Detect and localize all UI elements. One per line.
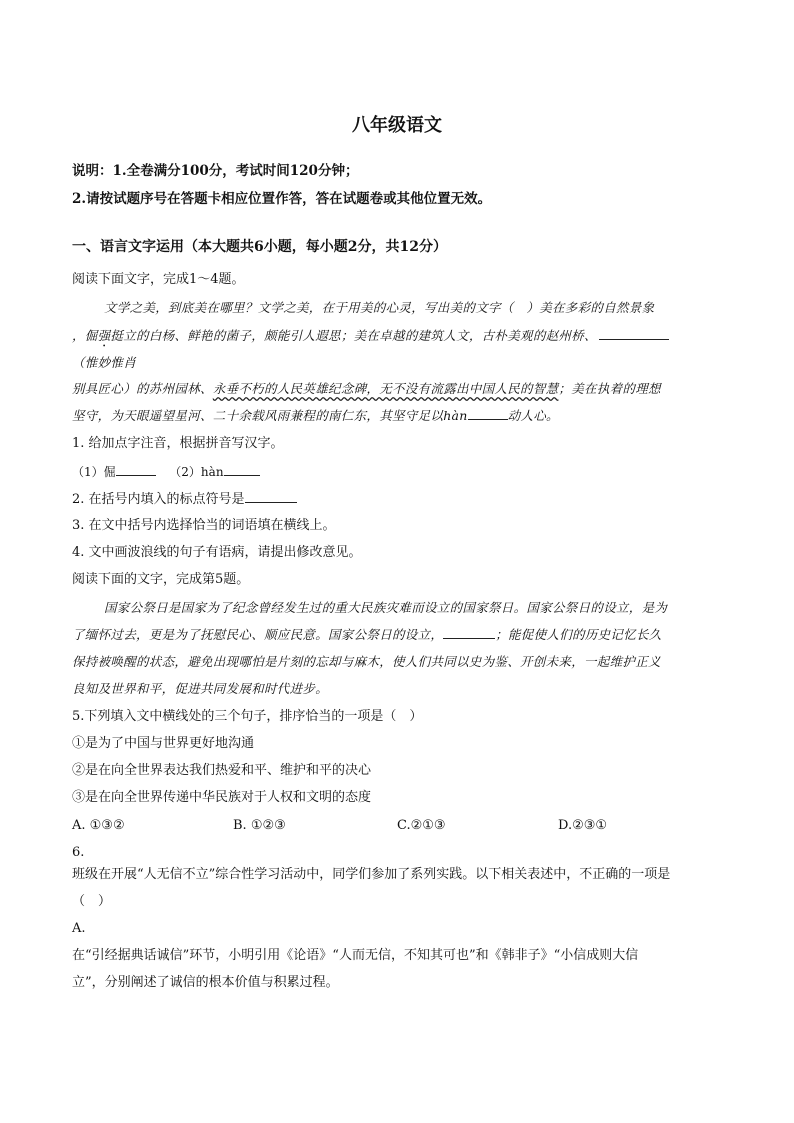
q5-item: ③是在向全世界传递中华民族对于人权和文明的态度 (72, 790, 372, 805)
question-6-paren: （ ） (72, 894, 112, 909)
question-6-number: 6. (72, 845, 85, 860)
answer-blank (224, 463, 260, 476)
q2-text: 2. 在括号内填入的标点符号是 (72, 492, 245, 507)
q5-item: ②是在向全世界表达我们热爱和平、维护和平的决心 (72, 763, 372, 778)
passage-text: 别具匠心）的苏州园林、 (72, 381, 213, 396)
passage-line-5 (72, 407, 722, 425)
dotted-char: 强 (97, 328, 111, 343)
q5-option-b: B. ①②③ (233, 818, 286, 833)
passage-line-3: （惟妙惟肖 (72, 355, 137, 370)
q5-option-a: A. ①③② (72, 818, 125, 833)
q5-item: ①是为了中国与世界更好地沟通 (72, 736, 255, 751)
q6-option-a-line-2: 立”，分别阐述了诚信的根本价值与积累过程。 (72, 975, 339, 990)
reading-prompt-2: 阅读下面的文字，完成第5题。 (72, 572, 250, 587)
passage-text: 坚守，为天眼遥望星河、二十余载风雨兼程的南仁东，其坚守足以hàn (72, 408, 468, 423)
passage2-line-3: 保持被唤醒的状态，避免出现哪怕是片刻的忘却与麻木，使人们共同以史为鉴、开创未来，一起维护正义 (72, 654, 661, 669)
wavy-underlined-sentence: 永垂不朽的人民英雄纪念碑，无不没有流露出中国人民的智慧 (212, 381, 559, 396)
question-6-stem: 班级在开展“人无信不立”综合性学习活动中，同学们参加了系列实践。以下相关表述中，不正确的一项是 (72, 867, 671, 882)
passage2-line-1: 国家公祭日是国家为了纪念曾经发生过的重大民族灾难而设立的国家祭日。国家公祭日的设立，是为 (104, 600, 668, 615)
answer-blank (599, 327, 669, 340)
passage-text: 挺立的白杨、鲜艳的菌子，颇能引人遐思；美在卓越的建筑人文，古朴美观的赵州桥、 (110, 328, 597, 343)
answer-blank (468, 407, 508, 420)
question-1-subparts (72, 463, 722, 481)
instruction-line-1: 说明：1.全卷满分100分，考试时间120分钟； (72, 163, 359, 179)
q1-sub-b: （2）hàn (169, 465, 224, 479)
reading-prompt: 阅读下面文字，完成1～4题。 (72, 272, 245, 287)
passage-text: 了缅怀过去，更是为了抚慰民心、顺应民意。国家公祭日的设立， (72, 627, 444, 642)
passage-text: 动人心。 (507, 408, 559, 423)
page-title: 八年级语文 (352, 115, 442, 136)
passage-line-1: 文学之美，到底美在哪里？文学之美，在于用美的心灵，写出美的文字（ ）美在多彩的自然景象 (104, 300, 655, 315)
q5-option-c: C.②①③ (397, 818, 446, 833)
q6-option-a-line-1: 在“引经据典话诚信”环节，小明引用《论语》“人而无信，不知其可也”和《韩非子》“小信成则大信 (72, 948, 639, 963)
question-4: 4. 文中画波浪线的句子有语病，请提出修改意见。 (72, 545, 362, 560)
question-1: 1. 给加点字注音，根据拼音写汉字。 (72, 436, 284, 451)
q6-option-a-label: A. (72, 921, 86, 936)
answer-blank (245, 490, 297, 503)
section-heading: 一、语言文字运用（本大题共6小题，每小题2分，共12分） (72, 239, 447, 255)
answer-blank (116, 463, 156, 476)
passage-line-4 (72, 380, 722, 398)
question-2 (72, 490, 722, 509)
q1-sub-a: （1）倔 (72, 465, 116, 479)
passage2-line-4: 良知及世界和平，促进共同发展和时代进步。 (72, 681, 329, 696)
passage-text: ；美在执着的理想 (558, 381, 661, 396)
instruction-line-2: 2.请按试题序号在答题卡相应位置作答，答在试题卷或其他位置无效。 (72, 191, 492, 207)
passage-text: ；能促使人们的历史记忆长久 (495, 627, 662, 642)
passage2-line-2 (72, 626, 722, 644)
answer-blank (443, 626, 495, 639)
q5-option-d: D.②③① (558, 818, 608, 833)
question-5: 5.下列填入文中横线处的三个句子，排序恰当的一项是（ ） (72, 709, 423, 724)
passage-line-2 (72, 327, 722, 350)
passage-text: ，倔 (72, 328, 98, 343)
question-3: 3. 在文中括号内选择恰当的词语填在横线上。 (72, 518, 336, 533)
